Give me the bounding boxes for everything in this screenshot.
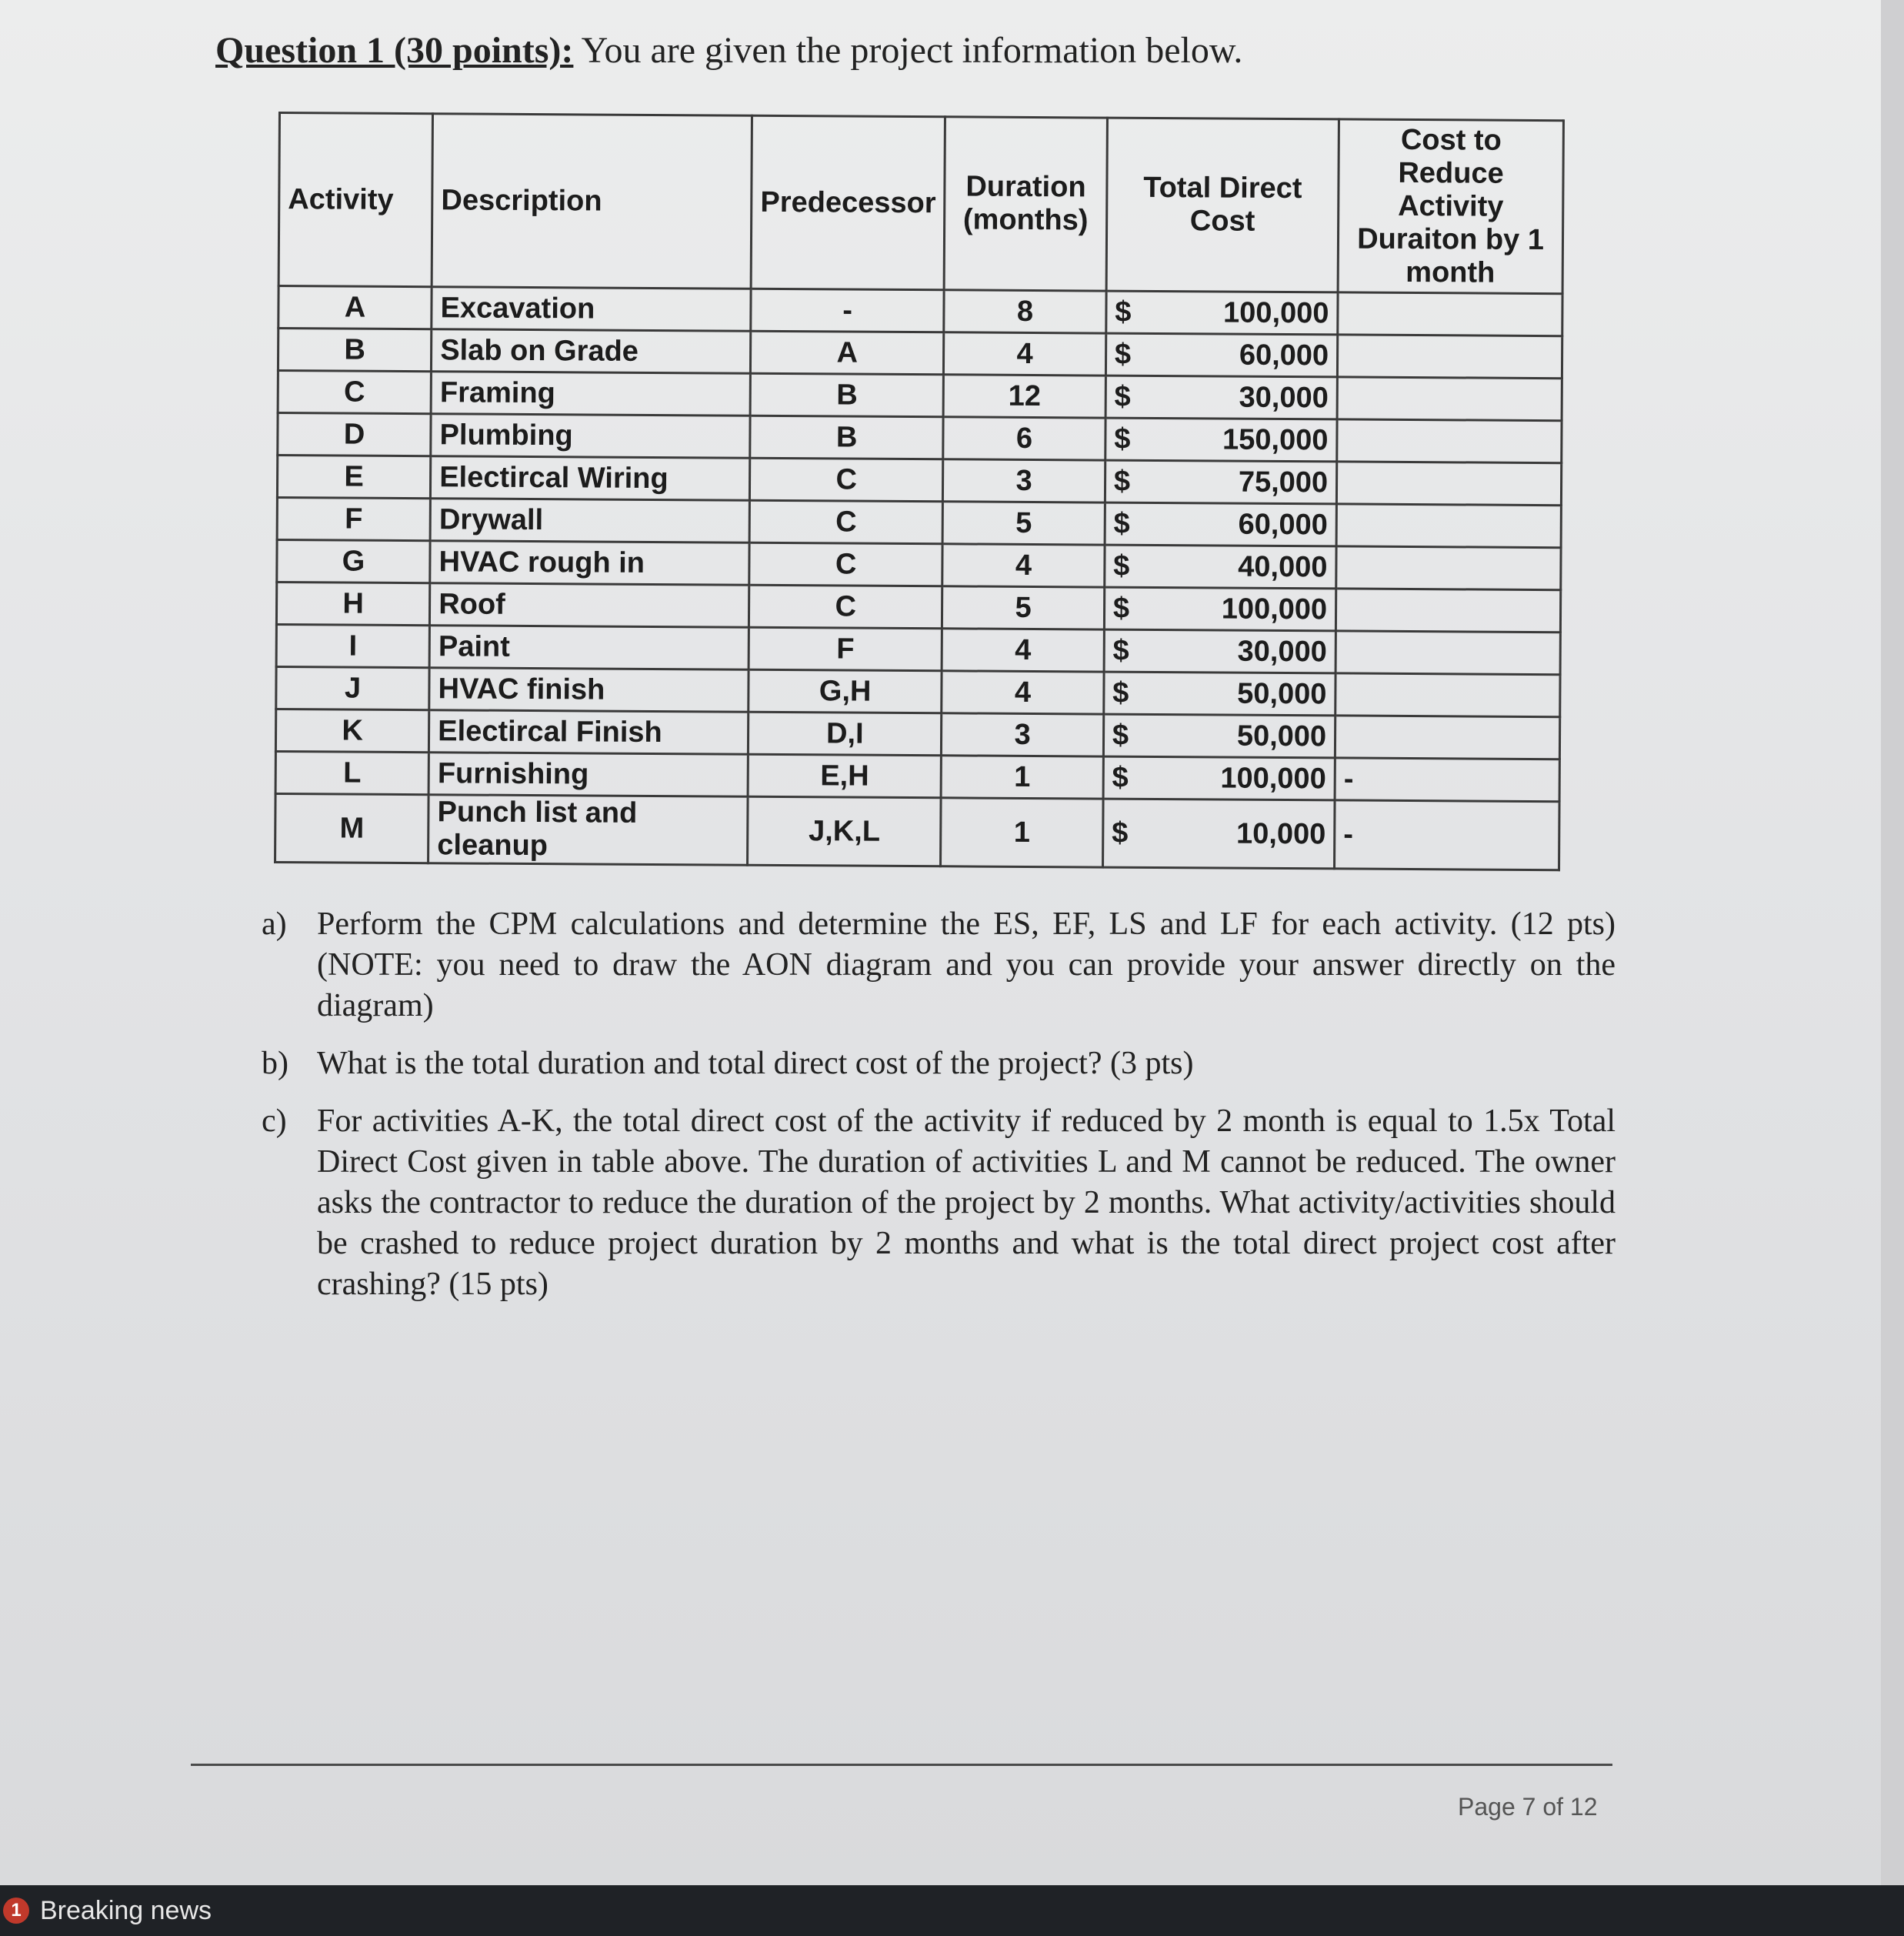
cell-reduce-cost bbox=[1335, 631, 1560, 675]
cell-description: Paint bbox=[429, 626, 749, 670]
part-label: b) bbox=[262, 1046, 288, 1081]
header-predecessor: Predecessor bbox=[751, 115, 945, 290]
table-row bbox=[277, 539, 1561, 589]
cost-currency: $ bbox=[1112, 719, 1129, 752]
cell-description: Plumbing bbox=[431, 414, 750, 459]
cell-description: Furnishing bbox=[428, 753, 748, 797]
cell-predecessor: C bbox=[750, 458, 943, 502]
cell-description: Slab on Grade bbox=[432, 329, 751, 374]
cell-reduce-cost bbox=[1335, 673, 1560, 717]
cost-currency: $ bbox=[1113, 465, 1131, 498]
cell-activity: G bbox=[277, 539, 431, 582]
cost-wrapper bbox=[1115, 295, 1329, 330]
cost-currency: $ bbox=[1112, 592, 1130, 625]
cell-duration: 5 bbox=[942, 586, 1105, 629]
cost-amount: 75,000 bbox=[1238, 466, 1329, 499]
cost-wrapper bbox=[1112, 761, 1325, 796]
cell-description: Punch list and cleanup bbox=[428, 795, 749, 866]
cell-cost bbox=[1102, 799, 1335, 869]
cost-currency: $ bbox=[1112, 676, 1129, 709]
cell-description: Electircal Wiring bbox=[431, 456, 750, 501]
cost-wrapper bbox=[1113, 507, 1327, 542]
table-row bbox=[278, 413, 1562, 463]
cell-reduce-cost bbox=[1337, 335, 1562, 379]
table-row bbox=[277, 497, 1561, 547]
cost-amount: 150,000 bbox=[1222, 423, 1329, 456]
cell-cost bbox=[1105, 545, 1337, 589]
question-part bbox=[262, 1043, 1616, 1084]
cell-predecessor: - bbox=[751, 289, 944, 332]
cell-activity: L bbox=[275, 751, 429, 794]
cell-cost bbox=[1105, 460, 1337, 504]
question-lead: Question 1 (30 points): bbox=[215, 30, 574, 71]
cell-cost bbox=[1105, 418, 1338, 462]
cell-reduce-cost bbox=[1337, 419, 1562, 463]
cost-amount: 60,000 bbox=[1238, 508, 1328, 541]
cell-predecessor: C bbox=[749, 500, 942, 544]
cost-currency: $ bbox=[1112, 816, 1129, 850]
cost-amount: 50,000 bbox=[1237, 677, 1327, 710]
cell-duration: 3 bbox=[943, 459, 1105, 502]
cost-currency: $ bbox=[1113, 549, 1130, 582]
cost-wrapper bbox=[1114, 465, 1328, 499]
table-row bbox=[275, 793, 1560, 870]
cell-cost bbox=[1103, 756, 1335, 800]
breaking-news-link[interactable]: Breaking news bbox=[40, 1895, 212, 1925]
table-body bbox=[275, 286, 1563, 870]
cell-description: HVAC rough in bbox=[430, 541, 749, 586]
table-row bbox=[276, 582, 1560, 632]
cell-predecessor: D,I bbox=[749, 712, 942, 756]
table-row bbox=[276, 666, 1560, 716]
cost-wrapper bbox=[1112, 816, 1325, 851]
cell-cost bbox=[1104, 672, 1336, 716]
header-cost: Total Direct Cost bbox=[1106, 118, 1339, 292]
cell-reduce-cost: - bbox=[1335, 758, 1559, 802]
table-row bbox=[275, 709, 1559, 759]
cell-reduce-cost: - bbox=[1335, 800, 1559, 870]
cell-reduce-cost bbox=[1337, 377, 1562, 421]
cell-reduce-cost bbox=[1335, 716, 1559, 759]
cell-duration: 3 bbox=[942, 713, 1104, 756]
page-number: Page 7 of 12 bbox=[1458, 1793, 1598, 1821]
cell-predecessor: C bbox=[749, 585, 942, 629]
cell-description: Roof bbox=[430, 583, 749, 628]
header-activity: Activity bbox=[278, 113, 433, 287]
cost-currency: $ bbox=[1114, 338, 1132, 371]
part-label: c) bbox=[262, 1103, 287, 1139]
cell-cost bbox=[1103, 714, 1335, 758]
cost-wrapper bbox=[1112, 634, 1326, 669]
cell-duration: 6 bbox=[943, 417, 1105, 460]
cell-predecessor: B bbox=[750, 416, 943, 459]
cell-predecessor: G,H bbox=[749, 669, 942, 713]
table-row bbox=[278, 371, 1562, 421]
cell-duration: 12 bbox=[943, 375, 1105, 418]
cost-currency: $ bbox=[1113, 507, 1130, 540]
cell-activity: F bbox=[277, 497, 431, 540]
cell-reduce-cost bbox=[1335, 589, 1560, 633]
cost-amount: 100,000 bbox=[1220, 761, 1326, 795]
cell-activity: D bbox=[278, 413, 432, 456]
cost-amount: 60,000 bbox=[1239, 339, 1329, 372]
cell-activity: I bbox=[276, 624, 430, 667]
table-header-row bbox=[278, 113, 1563, 294]
question-parts bbox=[262, 904, 1616, 1322]
question-part bbox=[262, 1101, 1616, 1305]
cell-predecessor: E,H bbox=[748, 754, 941, 798]
part-text: What is the total duration and total direct cost of the project? (3 pts) bbox=[317, 1046, 1194, 1081]
taskbar bbox=[0, 1885, 1904, 1936]
cell-activity: C bbox=[278, 371, 432, 414]
cell-cost bbox=[1105, 502, 1337, 546]
question-text: You are given the project information below. bbox=[573, 30, 1243, 71]
header-duration: Duration (months) bbox=[944, 117, 1107, 291]
table-row bbox=[275, 751, 1559, 801]
cell-predecessor: A bbox=[751, 331, 944, 375]
table-row bbox=[278, 286, 1562, 336]
cell-cost bbox=[1106, 291, 1339, 335]
cost-amount: 100,000 bbox=[1222, 296, 1329, 329]
cell-description: HVAC finish bbox=[429, 668, 749, 713]
cost-currency: $ bbox=[1112, 634, 1129, 667]
question-part bbox=[262, 904, 1616, 1026]
cell-reduce-cost bbox=[1336, 504, 1561, 548]
cost-amount: 30,000 bbox=[1237, 635, 1327, 668]
cell-cost bbox=[1104, 587, 1336, 631]
cell-duration: 4 bbox=[942, 671, 1104, 714]
header-reduce-cost: Cost to Reduce Activity Duraiton by 1 month bbox=[1338, 119, 1563, 294]
cell-reduce-cost bbox=[1336, 546, 1561, 590]
cost-wrapper bbox=[1112, 719, 1326, 753]
cell-cost bbox=[1104, 629, 1336, 673]
part-text: Perform the CPM calculations and determine the ES, EF, LS and LF for each activity. (12 pts) (NOTE: you need to draw the AON diagram and you can provide your answer directly on the diagram) bbox=[317, 906, 1616, 1023]
cost-amount: 100,000 bbox=[1221, 592, 1328, 626]
cell-activity: E bbox=[277, 456, 431, 499]
cell-description: Framing bbox=[431, 372, 750, 416]
cell-duration: 8 bbox=[944, 290, 1106, 333]
header-description: Description bbox=[432, 114, 752, 289]
cost-amount: 10,000 bbox=[1235, 817, 1326, 850]
cost-currency: $ bbox=[1114, 422, 1131, 456]
cost-amount: 30,000 bbox=[1239, 381, 1329, 414]
cost-currency: $ bbox=[1114, 380, 1131, 413]
cell-cost bbox=[1105, 333, 1338, 377]
cell-predecessor: J,K,L bbox=[748, 796, 942, 866]
question-title bbox=[215, 29, 1242, 72]
footer-divider bbox=[191, 1764, 1612, 1766]
news-badge[interactable]: 1 bbox=[3, 1898, 29, 1924]
cost-amount: 50,000 bbox=[1236, 719, 1327, 753]
table-row bbox=[278, 329, 1562, 379]
cell-predecessor: B bbox=[750, 373, 943, 417]
cell-duration: 1 bbox=[941, 798, 1103, 867]
cost-wrapper bbox=[1113, 549, 1327, 584]
cell-predecessor: F bbox=[749, 627, 942, 671]
cell-activity: K bbox=[275, 709, 429, 752]
table-row bbox=[276, 624, 1560, 674]
table-row bbox=[277, 456, 1561, 506]
cell-duration: 5 bbox=[942, 502, 1105, 545]
cell-predecessor: C bbox=[749, 542, 942, 586]
cell-cost bbox=[1105, 376, 1338, 419]
cell-activity: B bbox=[278, 329, 432, 372]
cell-activity: M bbox=[275, 793, 429, 863]
part-label: a) bbox=[262, 906, 287, 942]
cost-amount: 40,000 bbox=[1238, 550, 1328, 583]
cell-activity: H bbox=[276, 582, 430, 625]
cost-wrapper bbox=[1112, 676, 1326, 711]
cost-currency: $ bbox=[1115, 295, 1132, 329]
cell-reduce-cost bbox=[1336, 462, 1561, 506]
part-text: For activities A-K, the total direct cost of the activity if reduced by 2 month is equal to 1.5x Total Direct Cost given in table above. The duration of activities L and M cannot be reduced. The owner asks the contractor to reduce the duration of the project by 2 months. What activity/activities should be crashed to reduce project duration by 2 months and what is the total direct project cost after crashing? (15 pts) bbox=[317, 1103, 1616, 1302]
project-table bbox=[274, 112, 1565, 871]
cell-description: Drywall bbox=[430, 499, 749, 543]
cell-duration: 1 bbox=[941, 756, 1103, 799]
cell-description: Electircal Finish bbox=[429, 710, 749, 755]
cell-duration: 4 bbox=[942, 544, 1105, 587]
cost-wrapper bbox=[1113, 592, 1327, 626]
cost-wrapper bbox=[1114, 422, 1328, 457]
cost-wrapper bbox=[1114, 380, 1328, 415]
cell-activity: A bbox=[278, 286, 432, 329]
cost-wrapper bbox=[1115, 338, 1329, 372]
cost-currency: $ bbox=[1112, 761, 1129, 794]
cell-duration: 4 bbox=[942, 629, 1104, 672]
cell-duration: 4 bbox=[944, 332, 1106, 376]
cell-description: Excavation bbox=[432, 287, 751, 332]
cell-reduce-cost bbox=[1338, 292, 1562, 336]
cell-activity: J bbox=[276, 666, 430, 709]
